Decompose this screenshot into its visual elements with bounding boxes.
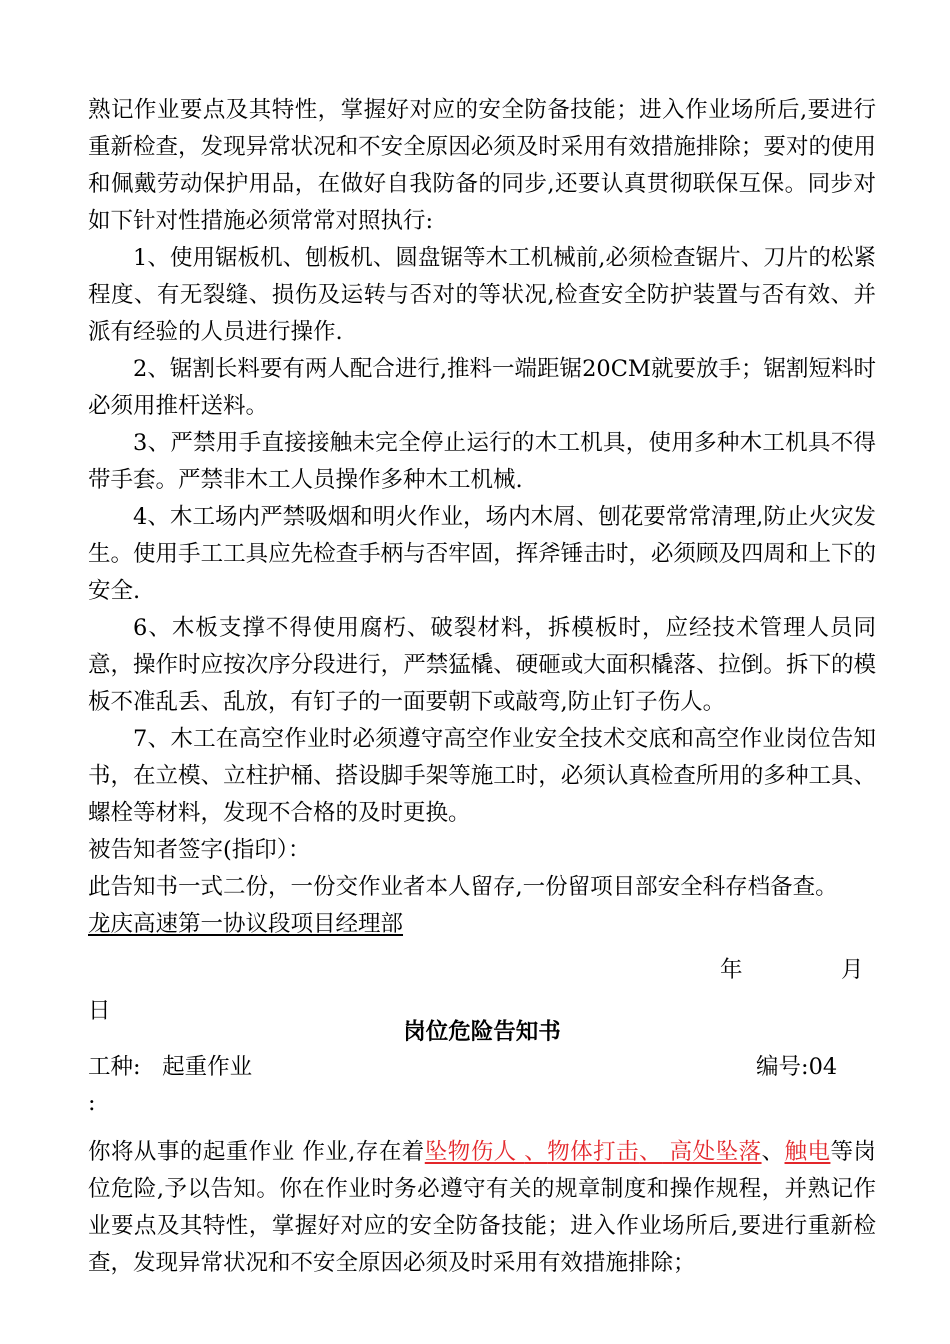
hazard-separator: 、 bbox=[761, 1139, 785, 1165]
job-type-label: 工种: bbox=[88, 1054, 141, 1080]
body-prefix: 你将从事的起重作业 作业,存在着 bbox=[88, 1139, 425, 1165]
safety-item-7: 7、木工在高空作业时必须遵守高空作业安全技术交底和高空作业岗位告知书，在立模、立柱护桶、搭设脚手架等施工时，必须认真检查所用的多种工具、螺栓等材料，发现不合格的及时更换。 bbox=[88, 726, 876, 826]
hazard-separator: 、 bbox=[524, 1139, 548, 1165]
date-row bbox=[88, 952, 876, 998]
notice-number: 编号:04 bbox=[756, 1054, 838, 1080]
date-year-label: 年 bbox=[720, 957, 743, 983]
safety-item-3: 3、严禁用手直接接触未完全停止运行的木工机具，使用多种木工机具不得带手套。严禁非木工人员操作多种木工机械. bbox=[88, 430, 876, 493]
hazard-fall-from-height: 高处坠落 bbox=[662, 1139, 762, 1165]
issuer-name: 龙庆高速第一协议段项目经理部 bbox=[88, 911, 404, 937]
document-page bbox=[88, 92, 876, 1282]
date-month-label: 月 bbox=[841, 957, 864, 983]
copies-note: 此告知书一式二份，一份交作业者本人留存,一份留项目部安全科存档备查。 bbox=[88, 874, 838, 900]
hazard-falling-objects: 坠物伤人 bbox=[424, 1139, 525, 1165]
date-day-label: 日 bbox=[88, 998, 111, 1024]
body-suffix: 等岗位危险,予以告知。你在作业时务必遵守有关的规章制度和操作规程，并熟记作业要点及其特性，掌握好对应的安全防备技能；进入作业场所后,要进行重新检查，发现异常状况和不安全原因必须及时采用有效措施排除； bbox=[88, 1139, 876, 1276]
safety-item-6: 6、木板支撑不得使用腐朽、破裂材料，拆模板时，应经技术管理人员同意，操作时应按次序分段进行，严禁猛橇、硬砸或大面积橇落、拉倒。拆下的模板不准乱丢、乱放，有钉子的一面要朝下或敲弯,防止钉子伤人。 bbox=[88, 615, 876, 715]
safety-item-4: 4、木工场内严禁吸烟和明火作业，场内木屑、刨花要常常清理,防止火灾发生。使用手工工具应先检查手柄与否牢固，挥斧锤击时，必须顾及四周和上下的安全. bbox=[88, 504, 876, 604]
hazard-object-strike: 物体打击 bbox=[547, 1139, 640, 1165]
job-type-value: 起重作业 bbox=[162, 1054, 253, 1080]
hazard-separator: 、 bbox=[639, 1139, 663, 1165]
safety-item-2: 2、锯割长料要有两人配合进行,推料一端距锯20CM就要放手；锯割短料时必须用推杆送料。 bbox=[88, 356, 876, 419]
hazard-electric-shock: 触电 bbox=[784, 1139, 831, 1165]
colon-line: : bbox=[88, 1090, 96, 1116]
notice-title: 岗位危险告知书 bbox=[403, 1019, 561, 1045]
intro-paragraph: 熟记作业要点及其特性，掌握好对应的安全防备技能；进入作业场所后,要进行重新检查，发现异常状况和不安全原因必须及时采用有效措施排除；要对的使用和佩戴劳动保护用品，在做好自我防备的同步,还要认真贯彻联保互保。同步对如下针对性措施必须常常对照执行: bbox=[88, 97, 876, 234]
safety-item-1: 1、使用锯板机、刨板机、圆盘锯等木工机械前,必须检查锯片、刀片的松紧程度、有无裂缝、损伤及运转与否对的等状况,检查安全防护装置与否有效、并派有经验的人员进行操作. bbox=[88, 245, 876, 345]
notice-meta-row bbox=[88, 1052, 876, 1086]
notice-body bbox=[88, 1134, 876, 1282]
job-type bbox=[88, 1049, 252, 1086]
signature-label: 被告知者签字(指印）： bbox=[88, 837, 311, 863]
